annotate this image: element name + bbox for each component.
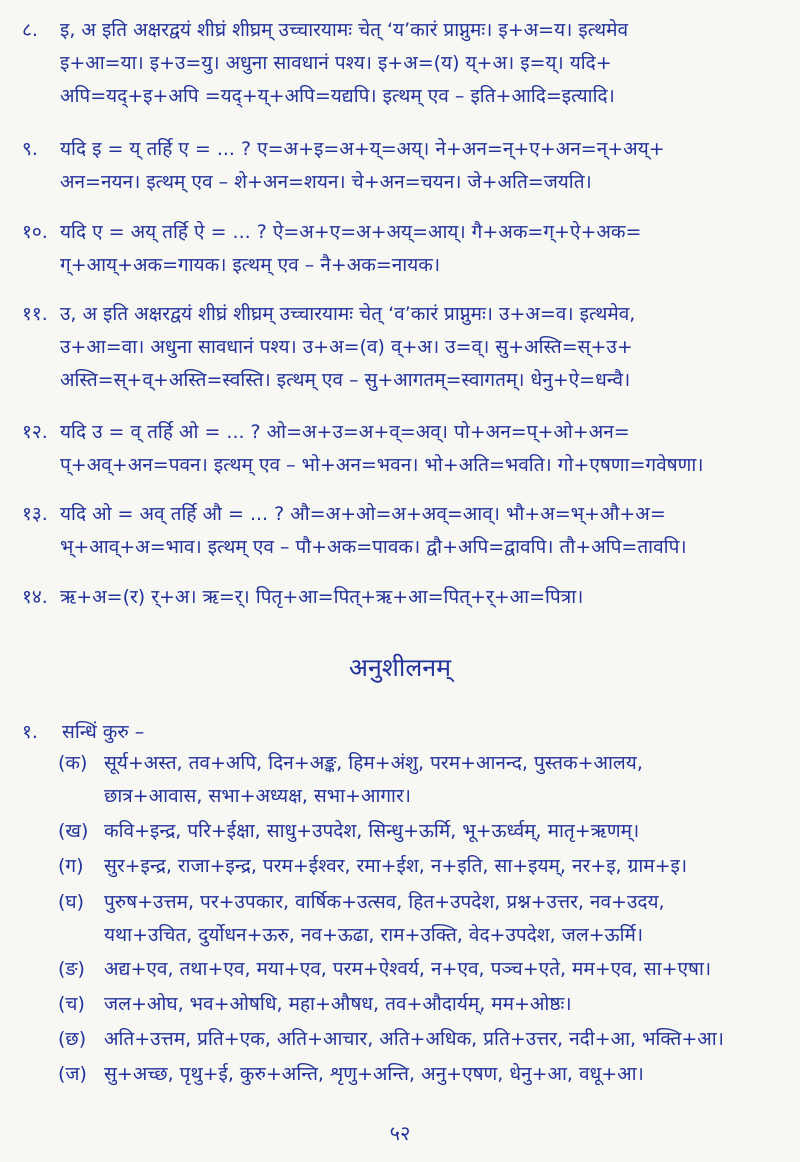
- exercise-instruction: सन्धिं कुरु –: [62, 721, 145, 743]
- exercise-item-gha: [58, 886, 783, 952]
- rule-line: यदि ओ = अव् तर्हि औ = ... ? औ=अ+ओ=अ+अव्=आव्। भौ+अ=भ्+औ+अ=: [60, 503, 666, 525]
- exercise-item-ja: [58, 1058, 783, 1091]
- rule-line: इ, अ इति अक्षरद्वयं शीघ्रं शीघ्रम् उच्चारयामः चेत् ‘य’कारं प्राप्नुमः। इ+अ=य। इत्थमेव: [60, 19, 629, 41]
- item-line: पुरुष+उत्तम, पर+उपकार, वार्षिक+उत्सव, हित+उपदेश, प्रश्न+उत्तर, नव+उदय,: [104, 891, 665, 913]
- exercise-title: [22, 717, 144, 747]
- rule-11: [22, 298, 782, 397]
- rule-12: [22, 416, 782, 482]
- rule-line: ग्+आय्+अक=गायक। इत्थम् एव – नै+अक=नायक।: [60, 254, 441, 276]
- rule-line: यदि उ = व् तर्हि ओ = ... ? ओ=अ+उ=अ+व्=अव्। पो+अन=प्+ओ+अन=: [60, 421, 630, 443]
- item-line: अति+उत्तम, प्रति+एक, अति+आचार, अति+अधिक, प्रति+उत्तर, नदी+आ, भक्ति+आ।: [104, 1028, 724, 1050]
- item-label: (ग): [58, 855, 84, 877]
- item-line: कवि+इन्द्र, परि+ईक्षा, साधु+उपदेश, सिन्धु+ऊर्मि, भू+ऊर्ध्वम्, मातृ+ऋणम्।: [104, 820, 640, 842]
- rule-number: ९.: [22, 138, 38, 160]
- item-line: जल+ओघ, भव+ओषधि, महा+औषध, तव+औदार्यम्, मम+ओष्ठः।: [104, 993, 572, 1015]
- rule-13: [22, 498, 782, 564]
- rule-number: १३.: [22, 503, 48, 525]
- rule-line: अन=नयन। इत्थम् एव – शे+अन=शयन। चे+अन=चयन। जे+अति=जयति।: [60, 171, 592, 193]
- exercise-item-ga: [58, 850, 783, 883]
- item-label: (ख): [58, 820, 89, 842]
- item-line: अद्य+एव, तथा+एव, मया+एव, परम+ऐश्वर्य, न+एव, पञ्च+एते, मम+एव, सा+एषा।: [104, 958, 712, 980]
- rule-line: इ+आ=या। इ+उ=यु। अधुना सावधानं पश्य। इ+अ=(य) य्+अ। इ=य्। यदि+: [60, 52, 612, 74]
- item-label: (क): [58, 752, 88, 774]
- item-line: यथा+उचित, दुर्योधन+ऊरु, नव+ऊढा, राम+उक्ति, वेद+उपदेश, जल+ऊर्मि।: [104, 924, 644, 946]
- exercise-item-nga: [58, 953, 783, 986]
- item-line: सूर्य+अस्त, तव+अपि, दिन+अङ्क, हिम+अंशु, परम+आनन्द, पुस्तक+आलय,: [104, 752, 643, 774]
- rule-number: १४.: [22, 586, 48, 608]
- exercise-item-ka: [58, 747, 783, 813]
- rule-number: १०.: [22, 221, 48, 243]
- rule-14: [22, 581, 782, 614]
- rule-9: [22, 133, 782, 199]
- item-label: (च): [58, 993, 85, 1015]
- rule-line: उ+आ=वा। अधुना सावधानं पश्य। उ+अ=(व) व्+अ। उ=व्। सु+अस्ति=स्+उ+: [60, 336, 633, 358]
- rule-10: [22, 216, 782, 282]
- section-heading: अनुशीलनम्: [348, 653, 452, 682]
- rule-number: ८.: [22, 19, 38, 41]
- rule-line: भ्+आव्+अ=भाव। इत्थम् एव – पौ+अक=पावक। द्वौ+अपि=द्वावपि। तौ+अपि=तावपि।: [60, 536, 687, 558]
- item-line: सु+अच्छ, पृथु+ई, कुरु+अन्ति, शृणु+अन्ति, अनु+एषण, धेनु+आ, वधू+आ।: [104, 1063, 644, 1085]
- rule-line: प्+अव्+अन=पवन। इत्थम् एव – भो+अन=भवन। भो+अति=भवति। गो+एषणा=गवेषणा।: [60, 454, 704, 476]
- exercise-number: १.: [22, 721, 38, 743]
- exercise-item-cha: [58, 1023, 783, 1056]
- item-label: (ङ): [58, 958, 85, 980]
- item-label: (ज): [58, 1063, 87, 1085]
- rule-line: अस्ति=स्+व्+अस्ति=स्वस्ति। इत्थम् एव – सु+आगतम्=स्वागतम्। धेनु+ऐ=धन्वै।: [60, 369, 631, 391]
- item-label: (घ): [58, 891, 85, 913]
- rule-number: १२.: [22, 421, 48, 443]
- exercise-item-kha: [58, 815, 783, 848]
- rule-line: अपि=यद्+इ+अपि =यद्+य्+अपि=यद्यपि। इत्थम् एव – इति+आदि=इत्यादि।: [60, 85, 615, 107]
- rule-line: उ, अ इति अक्षरद्वयं शीघ्रं शीघ्रम् उच्चारयामः चेत् ‘व’कारं प्राप्नुमः। उ+अ=व। इत्थमेव,: [60, 303, 636, 325]
- rule-line: यदि इ = य् तर्हि ए = ... ? ए=अ+इ=अ+य्=अय्। ने+अन=न्+ए+अन=न्+अय्+: [60, 138, 665, 160]
- item-label: (छ): [58, 1028, 87, 1050]
- rule-line: यदि ए = अय् तर्हि ऐ = ... ? ऐ=अ+ए=अ+अय्=आय्। गै+अक=ग्+ऐ+अक=: [60, 221, 642, 243]
- page-number: ५२: [389, 1121, 411, 1145]
- rule-8: [22, 14, 782, 113]
- rule-line: ऋ+अ=(र) र्+अ। ऋ=र्। पितृ+आ=पित्+ऋ+आ=पित्+र्+आ=पित्रा।: [60, 586, 584, 608]
- item-line: छात्र+आवास, सभा+अध्यक्ष, सभा+आगार।: [104, 785, 411, 807]
- exercise-item-ca: [58, 988, 783, 1021]
- rule-number: ११.: [22, 303, 48, 325]
- item-line: सुर+इन्द्र, राजा+इन्द्र, परम+ईश्वर, रमा+ईश, न+इति, सा+इयम्, नर+इ, ग्राम+इ।: [104, 855, 688, 877]
